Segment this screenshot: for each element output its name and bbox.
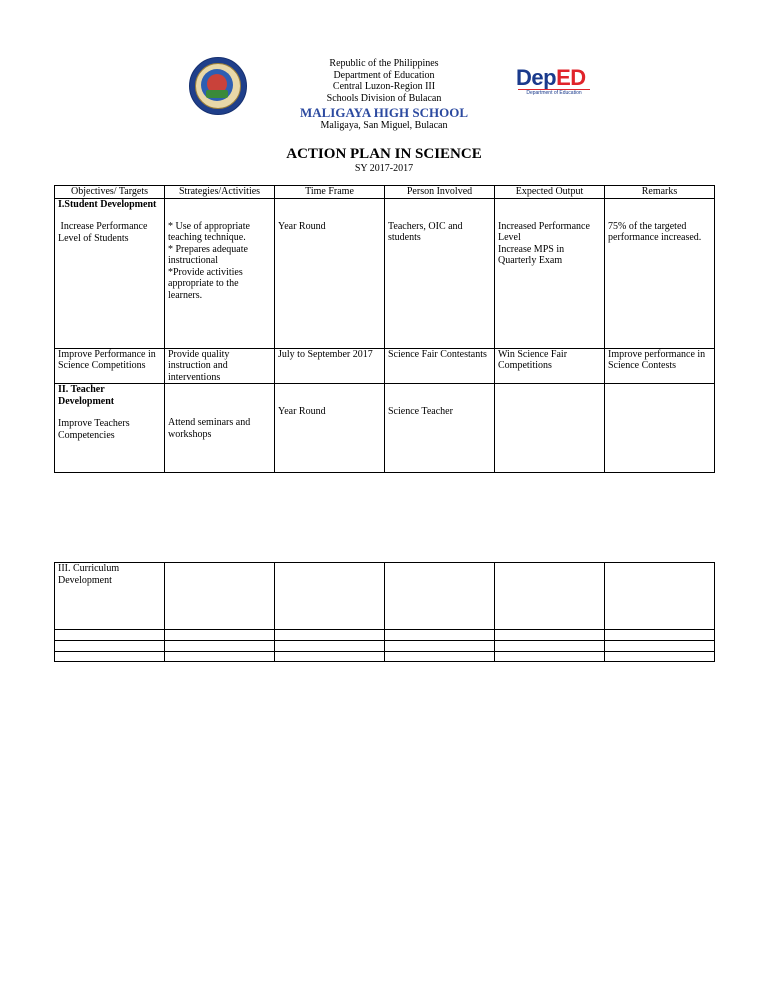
table-cell	[385, 563, 495, 630]
output-text: Win Science Fair Competitions	[498, 348, 568, 371]
table-cell	[165, 630, 275, 641]
table-cell	[605, 652, 715, 662]
person-text: Teachers, OIC and students	[388, 220, 463, 243]
table-row	[55, 652, 715, 662]
table-cell	[165, 563, 275, 630]
table-cell	[495, 198, 605, 348]
table-cell	[275, 198, 385, 348]
table-cell	[165, 384, 275, 473]
strategy-text: *Provide activities appropriate to the learners.	[168, 266, 243, 301]
table-cell	[605, 348, 715, 384]
letterhead	[250, 58, 518, 132]
table-cell	[605, 630, 715, 641]
page-title: ACTION PLAN IN SCIENCE	[286, 146, 482, 162]
school-seal-icon	[189, 57, 247, 115]
table-cell	[275, 641, 385, 652]
column-header: Strategies/Activities	[165, 186, 275, 199]
person-text: Science Teacher	[388, 406, 453, 417]
table-cell	[55, 348, 165, 384]
table-cell	[275, 630, 385, 641]
column-header: Time Frame	[275, 186, 385, 199]
objective-text: Increase Performance Level of Students	[58, 221, 150, 244]
column-header: Expected Output	[495, 186, 605, 199]
table-cell	[165, 198, 275, 348]
table-cell	[55, 652, 165, 662]
table-cell	[605, 563, 715, 630]
table-row	[55, 348, 715, 384]
person-text: Science Fair Contestants	[388, 348, 487, 360]
table-cell	[275, 348, 385, 384]
table-cell	[275, 384, 385, 473]
strategy-text: * Prepares adequate instructional	[168, 243, 248, 266]
deped-logo-text-b: ED	[556, 65, 586, 90]
table-cell	[55, 641, 165, 652]
time-frame-text: Year Round	[278, 406, 326, 417]
deped-logo-text-a: Dep	[516, 65, 557, 90]
table-cell	[495, 384, 605, 473]
letterhead-line: Schools Division of Bulacan	[326, 92, 442, 104]
table-cell	[495, 348, 605, 384]
table-row	[55, 641, 715, 652]
table-cell	[495, 641, 605, 652]
letterhead-line: Republic of the Philippines	[329, 58, 439, 69]
table-cell	[165, 348, 275, 384]
time-frame-text: July to September 2017	[278, 348, 373, 360]
table-cell	[605, 384, 715, 473]
curriculum-table	[54, 562, 715, 662]
table-cell	[165, 641, 275, 652]
deped-logo-icon	[516, 67, 592, 99]
table-cell	[605, 198, 715, 348]
table-cell	[385, 630, 495, 641]
table-cell	[385, 348, 495, 384]
table-cell	[605, 641, 715, 652]
table-cell	[275, 563, 385, 630]
output-text: Increased Performance Level	[498, 220, 590, 243]
table-cell	[55, 563, 165, 630]
letterhead-line: Department of Education	[333, 69, 435, 81]
table-cell	[55, 630, 165, 641]
table-cell	[495, 563, 605, 630]
output-text: Increase MPS in Quarterly Exam	[498, 243, 565, 266]
school-year: SY 2017-2017	[354, 163, 414, 174]
section-heading: I.Student Development	[58, 198, 157, 210]
column-header: Remarks	[605, 186, 715, 199]
table-cell	[55, 198, 165, 348]
deped-logo-subtitle: Department of Education	[518, 89, 590, 97]
letterhead-line: Central Luzon-Region III	[332, 81, 436, 92]
remarks-text: 75% of the targeted performance increased.	[608, 220, 702, 243]
table-cell	[385, 198, 495, 348]
action-plan-table	[54, 185, 715, 473]
table-cell	[495, 630, 605, 641]
table-header-row	[55, 186, 715, 199]
section-heading: II. Teacher Development	[58, 384, 115, 407]
section-heading: III. Curriculum Development	[58, 563, 120, 586]
strategy-text: Attend seminars and workshops	[168, 417, 251, 440]
table-row	[55, 198, 715, 348]
table-row	[55, 384, 715, 473]
objective-text: Improve Performance in Science Competitions	[58, 348, 156, 371]
table-cell	[495, 652, 605, 662]
table-row	[55, 630, 715, 641]
table-row	[55, 563, 715, 630]
strategy-text: Provide quality instruction and interventions	[168, 348, 230, 383]
school-name: MALIGAYA HIGH SCHOOL	[299, 105, 469, 120]
column-header: Objectives/ Targets	[55, 186, 165, 199]
table-cell	[385, 384, 495, 473]
column-header: Person Involved	[385, 186, 495, 199]
table-cell	[275, 652, 385, 662]
table-cell	[165, 652, 275, 662]
table-cell	[385, 641, 495, 652]
remarks-text: Improve performance in Science Contests	[608, 348, 706, 371]
school-address: Maligaya, San Miguel, Bulacan	[320, 120, 448, 131]
table-cell	[55, 384, 165, 473]
table-cell	[385, 652, 495, 662]
strategy-text: * Use of appropriate teaching technique.	[168, 220, 250, 243]
time-frame-text: Year Round	[278, 220, 326, 232]
objective-text: Improve Teachers Competencies	[58, 418, 130, 441]
